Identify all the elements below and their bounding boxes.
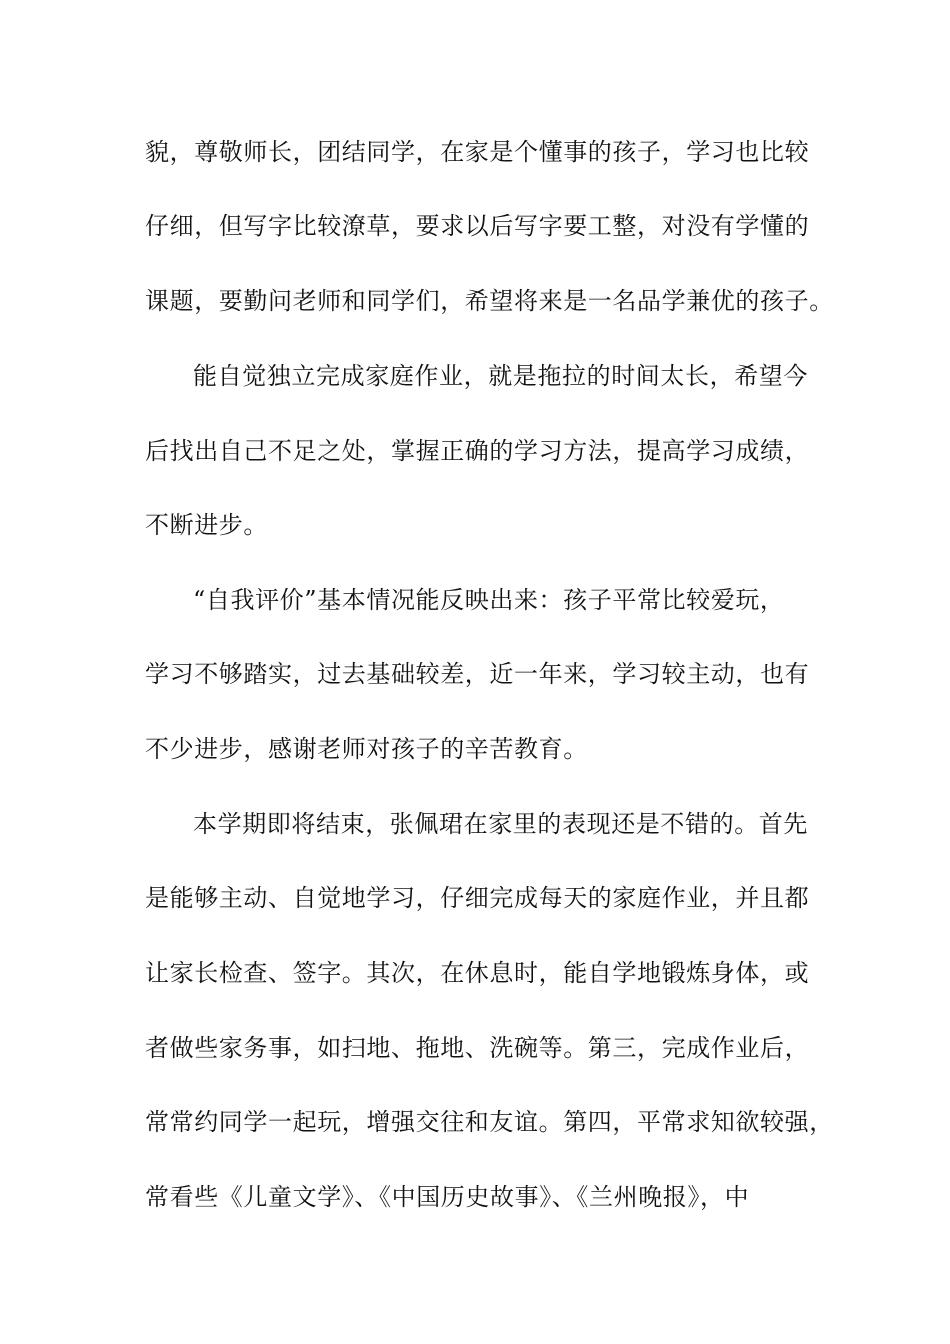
text-line-6: 不断进步。 bbox=[145, 511, 268, 539]
text-line-2: 仔细，但写字比较潦草，要求以后写字要工整，对没有学懂的 bbox=[145, 212, 810, 240]
text-line-4: 能自觉独立完成家庭作业，就是拖拉的时间太长，希望今 bbox=[193, 362, 808, 390]
text-line-12: 让家长检查、签字。其次，在休息时，能自学地锻炼身体，或 bbox=[145, 959, 810, 987]
text-line-14: 常常约同学一起玩，增强交往和友谊。第四，平常求知欲较强， bbox=[145, 1108, 834, 1136]
text-line-5: 后找出自己不足之处，掌握正确的学习方法，提高学习成绩， bbox=[145, 437, 810, 465]
text-line-11: 是能够主动、自觉地学习，仔细完成每天的家庭作业，并且都 bbox=[145, 884, 810, 912]
text-line-15: 常看些《儿童文学》、《中国历史故事》、《兰州晚报》，中 bbox=[145, 1183, 750, 1211]
text-line-10: 本学期即将结束，张佩珺在家里的表现还是不错的。首先 bbox=[193, 810, 808, 838]
text-line-1: 貌，尊敬师长，团结同学，在家是个懂事的孩子，学习也比较 bbox=[145, 138, 810, 166]
text-line-13: 者做些家务事，如扫地、拖地、洗碗等。第三，完成作业后， bbox=[145, 1034, 810, 1062]
text-line-8: 学习不够踏实，过去基础较差，近一年来，学习较主动，也有 bbox=[145, 660, 810, 688]
text-line-9: 不少进步，感谢老师对孩子的辛苦教育。 bbox=[145, 735, 588, 763]
text-line-3: 课题，要勤问老师和同学们，希望将来是一名品学兼优的孩子。 bbox=[145, 287, 834, 315]
text-line-7: “自我评价”基本情况能反映出来：孩子平常比较爱玩， bbox=[193, 586, 785, 614]
